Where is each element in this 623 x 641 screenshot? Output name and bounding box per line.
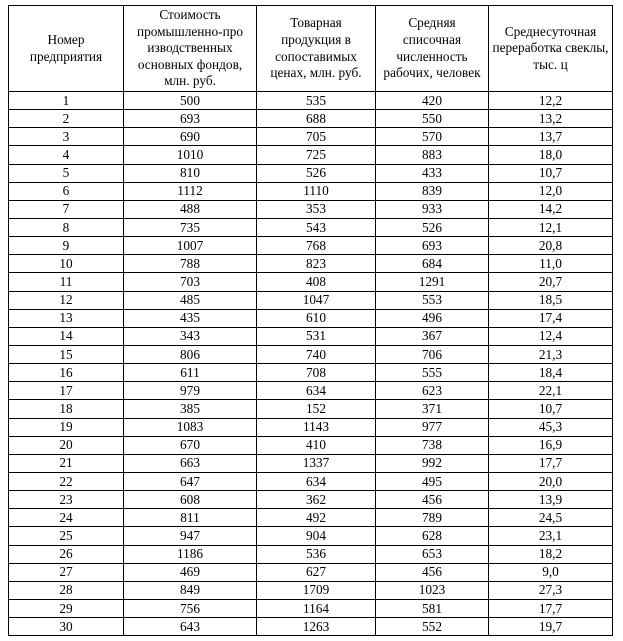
cell-commodity-output: 152 xyxy=(257,400,376,418)
cell-avg-workers: 789 xyxy=(376,509,489,527)
cell-commodity-output: 740 xyxy=(257,345,376,363)
cell-enterprise-number: 19 xyxy=(9,418,124,436)
header-daily-beet-processing: Среднесуточная переработка свеклы, тыс. ц xyxy=(489,6,613,92)
cell-enterprise-number: 17 xyxy=(9,382,124,400)
cell-daily-beet-processing: 13,7 xyxy=(489,128,613,146)
cell-daily-beet-processing: 11,0 xyxy=(489,255,613,273)
table-row xyxy=(9,92,613,110)
table-row xyxy=(9,164,613,182)
table-row xyxy=(9,599,613,617)
cell-avg-workers: 570 xyxy=(376,128,489,146)
cell-commodity-output: 526 xyxy=(257,164,376,182)
cell-daily-beet-processing: 14,2 xyxy=(489,200,613,218)
cell-commodity-output: 535 xyxy=(257,92,376,110)
table-row xyxy=(9,237,613,255)
cell-daily-beet-processing: 12,4 xyxy=(489,327,613,345)
cell-fixed-assets-cost: 849 xyxy=(124,581,257,599)
cell-fixed-assets-cost: 1083 xyxy=(124,418,257,436)
cell-fixed-assets-cost: 608 xyxy=(124,491,257,509)
cell-daily-beet-processing: 17,7 xyxy=(489,454,613,472)
cell-daily-beet-processing: 18,4 xyxy=(489,364,613,382)
table-row xyxy=(9,255,613,273)
cell-enterprise-number: 8 xyxy=(9,218,124,236)
table-row xyxy=(9,491,613,509)
cell-avg-workers: 496 xyxy=(376,309,489,327)
cell-fixed-assets-cost: 979 xyxy=(124,382,257,400)
cell-daily-beet-processing: 18,5 xyxy=(489,291,613,309)
cell-fixed-assets-cost: 488 xyxy=(124,200,257,218)
cell-daily-beet-processing: 17,4 xyxy=(489,309,613,327)
cell-daily-beet-processing: 18,2 xyxy=(489,545,613,563)
cell-enterprise-number: 9 xyxy=(9,237,124,255)
table-row xyxy=(9,563,613,581)
cell-fixed-assets-cost: 670 xyxy=(124,436,257,454)
cell-avg-workers: 552 xyxy=(376,618,489,636)
cell-enterprise-number: 25 xyxy=(9,527,124,545)
header-fixed-assets-cost: Стоимость промышленно-про изводственных основных фондов, млн. руб. xyxy=(124,6,257,92)
table-row xyxy=(9,618,613,636)
table-body xyxy=(9,92,613,636)
table-row xyxy=(9,545,613,563)
cell-daily-beet-processing: 12,1 xyxy=(489,218,613,236)
cell-commodity-output: 1047 xyxy=(257,291,376,309)
table-row xyxy=(9,436,613,454)
table-row xyxy=(9,527,613,545)
table-row xyxy=(9,454,613,472)
cell-commodity-output: 353 xyxy=(257,200,376,218)
cell-avg-workers: 553 xyxy=(376,291,489,309)
cell-daily-beet-processing: 24,5 xyxy=(489,509,613,527)
cell-avg-workers: 977 xyxy=(376,418,489,436)
cell-commodity-output: 1337 xyxy=(257,454,376,472)
cell-commodity-output: 634 xyxy=(257,382,376,400)
cell-enterprise-number: 29 xyxy=(9,599,124,617)
cell-commodity-output: 1263 xyxy=(257,618,376,636)
cell-daily-beet-processing: 21,3 xyxy=(489,345,613,363)
cell-enterprise-number: 10 xyxy=(9,255,124,273)
cell-daily-beet-processing: 16,9 xyxy=(489,436,613,454)
cell-avg-workers: 653 xyxy=(376,545,489,563)
cell-enterprise-number: 20 xyxy=(9,436,124,454)
header-avg-workers: Средняя списочная численность рабочих, человек xyxy=(376,6,489,92)
cell-avg-workers: 581 xyxy=(376,599,489,617)
cell-daily-beet-processing: 19,7 xyxy=(489,618,613,636)
cell-commodity-output: 708 xyxy=(257,364,376,382)
cell-avg-workers: 371 xyxy=(376,400,489,418)
cell-enterprise-number: 27 xyxy=(9,563,124,581)
cell-fixed-assets-cost: 947 xyxy=(124,527,257,545)
cell-avg-workers: 555 xyxy=(376,364,489,382)
table-row xyxy=(9,472,613,490)
cell-commodity-output: 627 xyxy=(257,563,376,581)
table-row xyxy=(9,309,613,327)
cell-enterprise-number: 30 xyxy=(9,618,124,636)
cell-avg-workers: 1023 xyxy=(376,581,489,599)
cell-fixed-assets-cost: 611 xyxy=(124,364,257,382)
cell-enterprise-number: 5 xyxy=(9,164,124,182)
cell-fixed-assets-cost: 469 xyxy=(124,563,257,581)
cell-fixed-assets-cost: 385 xyxy=(124,400,257,418)
cell-fixed-assets-cost: 1010 xyxy=(124,146,257,164)
cell-commodity-output: 768 xyxy=(257,237,376,255)
cell-fixed-assets-cost: 1007 xyxy=(124,237,257,255)
cell-fixed-assets-cost: 693 xyxy=(124,110,257,128)
cell-daily-beet-processing: 18,0 xyxy=(489,146,613,164)
cell-commodity-output: 688 xyxy=(257,110,376,128)
cell-daily-beet-processing: 9,0 xyxy=(489,563,613,581)
table-row xyxy=(9,273,613,291)
cell-avg-workers: 1291 xyxy=(376,273,489,291)
cell-enterprise-number: 3 xyxy=(9,128,124,146)
cell-commodity-output: 1110 xyxy=(257,182,376,200)
table-row xyxy=(9,581,613,599)
table-row xyxy=(9,110,613,128)
cell-fixed-assets-cost: 811 xyxy=(124,509,257,527)
cell-fixed-assets-cost: 735 xyxy=(124,218,257,236)
cell-enterprise-number: 2 xyxy=(9,110,124,128)
cell-daily-beet-processing: 20,8 xyxy=(489,237,613,255)
cell-enterprise-number: 11 xyxy=(9,273,124,291)
cell-fixed-assets-cost: 788 xyxy=(124,255,257,273)
cell-avg-workers: 933 xyxy=(376,200,489,218)
cell-enterprise-number: 13 xyxy=(9,309,124,327)
cell-fixed-assets-cost: 1186 xyxy=(124,545,257,563)
cell-fixed-assets-cost: 1112 xyxy=(124,182,257,200)
cell-fixed-assets-cost: 703 xyxy=(124,273,257,291)
cell-commodity-output: 705 xyxy=(257,128,376,146)
cell-daily-beet-processing: 27,3 xyxy=(489,581,613,599)
cell-enterprise-number: 28 xyxy=(9,581,124,599)
enterprise-data-table xyxy=(8,5,613,636)
cell-avg-workers: 433 xyxy=(376,164,489,182)
cell-enterprise-number: 23 xyxy=(9,491,124,509)
cell-enterprise-number: 18 xyxy=(9,400,124,418)
cell-commodity-output: 543 xyxy=(257,218,376,236)
table-row xyxy=(9,291,613,309)
cell-fixed-assets-cost: 810 xyxy=(124,164,257,182)
cell-avg-workers: 526 xyxy=(376,218,489,236)
cell-daily-beet-processing: 12,2 xyxy=(489,92,613,110)
cell-commodity-output: 362 xyxy=(257,491,376,509)
table-row xyxy=(9,345,613,363)
cell-avg-workers: 456 xyxy=(376,563,489,581)
table-row xyxy=(9,400,613,418)
cell-avg-workers: 495 xyxy=(376,472,489,490)
cell-avg-workers: 367 xyxy=(376,327,489,345)
cell-avg-workers: 992 xyxy=(376,454,489,472)
cell-commodity-output: 610 xyxy=(257,309,376,327)
cell-commodity-output: 1709 xyxy=(257,581,376,599)
cell-enterprise-number: 16 xyxy=(9,364,124,382)
cell-avg-workers: 550 xyxy=(376,110,489,128)
cell-fixed-assets-cost: 643 xyxy=(124,618,257,636)
cell-avg-workers: 839 xyxy=(376,182,489,200)
cell-fixed-assets-cost: 343 xyxy=(124,327,257,345)
table-row xyxy=(9,218,613,236)
cell-daily-beet-processing: 12,0 xyxy=(489,182,613,200)
cell-enterprise-number: 14 xyxy=(9,327,124,345)
header-commodity-output: Товарная продукция в сопоставимых ценах, млн. руб. xyxy=(257,6,376,92)
table-row xyxy=(9,327,613,345)
cell-commodity-output: 904 xyxy=(257,527,376,545)
table-row xyxy=(9,200,613,218)
cell-commodity-output: 536 xyxy=(257,545,376,563)
table-row xyxy=(9,418,613,436)
cell-daily-beet-processing: 23,1 xyxy=(489,527,613,545)
cell-enterprise-number: 22 xyxy=(9,472,124,490)
table-row xyxy=(9,364,613,382)
cell-commodity-output: 1143 xyxy=(257,418,376,436)
cell-daily-beet-processing: 10,7 xyxy=(489,400,613,418)
cell-fixed-assets-cost: 663 xyxy=(124,454,257,472)
cell-daily-beet-processing: 45,3 xyxy=(489,418,613,436)
table-row xyxy=(9,382,613,400)
cell-avg-workers: 883 xyxy=(376,146,489,164)
cell-commodity-output: 492 xyxy=(257,509,376,527)
cell-enterprise-number: 12 xyxy=(9,291,124,309)
header-enterprise-number: Номер предприятия xyxy=(9,6,124,92)
cell-avg-workers: 693 xyxy=(376,237,489,255)
cell-avg-workers: 706 xyxy=(376,345,489,363)
cell-commodity-output: 408 xyxy=(257,273,376,291)
cell-avg-workers: 684 xyxy=(376,255,489,273)
cell-fixed-assets-cost: 435 xyxy=(124,309,257,327)
cell-enterprise-number: 4 xyxy=(9,146,124,164)
cell-fixed-assets-cost: 690 xyxy=(124,128,257,146)
cell-commodity-output: 634 xyxy=(257,472,376,490)
cell-fixed-assets-cost: 756 xyxy=(124,599,257,617)
cell-enterprise-number: 1 xyxy=(9,92,124,110)
cell-enterprise-number: 7 xyxy=(9,200,124,218)
cell-fixed-assets-cost: 485 xyxy=(124,291,257,309)
cell-avg-workers: 420 xyxy=(376,92,489,110)
cell-daily-beet-processing: 17,7 xyxy=(489,599,613,617)
table-row xyxy=(9,182,613,200)
cell-daily-beet-processing: 10,7 xyxy=(489,164,613,182)
cell-commodity-output: 823 xyxy=(257,255,376,273)
cell-commodity-output: 531 xyxy=(257,327,376,345)
cell-enterprise-number: 26 xyxy=(9,545,124,563)
cell-fixed-assets-cost: 500 xyxy=(124,92,257,110)
table-row xyxy=(9,128,613,146)
cell-enterprise-number: 15 xyxy=(9,345,124,363)
cell-commodity-output: 725 xyxy=(257,146,376,164)
cell-commodity-output: 410 xyxy=(257,436,376,454)
cell-avg-workers: 628 xyxy=(376,527,489,545)
cell-enterprise-number: 24 xyxy=(9,509,124,527)
cell-daily-beet-processing: 20,7 xyxy=(489,273,613,291)
cell-daily-beet-processing: 20,0 xyxy=(489,472,613,490)
cell-daily-beet-processing: 22,1 xyxy=(489,382,613,400)
cell-avg-workers: 738 xyxy=(376,436,489,454)
cell-enterprise-number: 21 xyxy=(9,454,124,472)
cell-avg-workers: 456 xyxy=(376,491,489,509)
table-row xyxy=(9,146,613,164)
table-row xyxy=(9,509,613,527)
cell-avg-workers: 623 xyxy=(376,382,489,400)
cell-daily-beet-processing: 13,9 xyxy=(489,491,613,509)
cell-fixed-assets-cost: 806 xyxy=(124,345,257,363)
cell-daily-beet-processing: 13,2 xyxy=(489,110,613,128)
cell-commodity-output: 1164 xyxy=(257,599,376,617)
cell-fixed-assets-cost: 647 xyxy=(124,472,257,490)
cell-enterprise-number: 6 xyxy=(9,182,124,200)
header-row xyxy=(9,6,613,92)
